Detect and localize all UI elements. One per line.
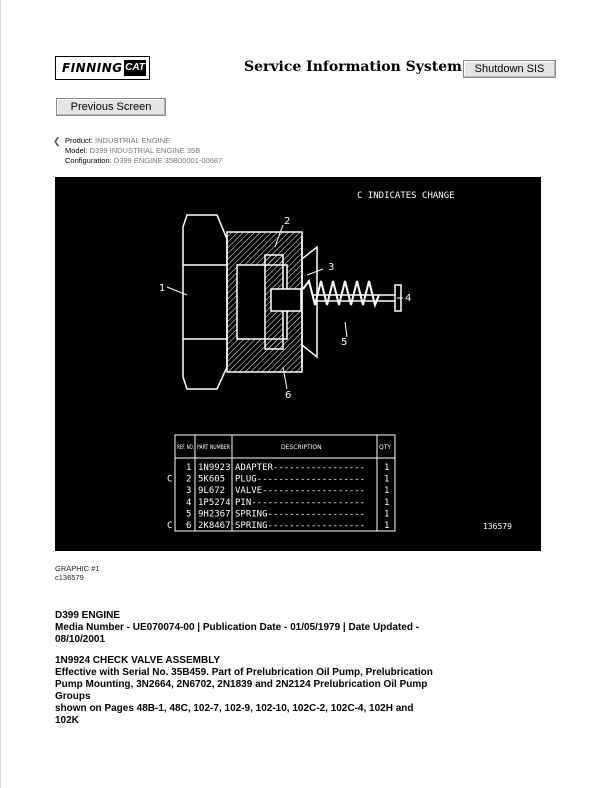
graphic-title: GRAPHIC #1 bbox=[55, 564, 100, 573]
row-ref: 5 bbox=[186, 509, 192, 520]
configuration-label: Configuration: bbox=[65, 156, 112, 165]
row-part-number: 2K8467 bbox=[198, 521, 231, 531]
row-part-number: 1N9923 bbox=[198, 463, 231, 473]
change-note: C INDICATES CHANGE bbox=[357, 191, 455, 201]
assembly-title: 1N9924 CHECK VALVE ASSEMBLY bbox=[55, 655, 221, 666]
model-label: Model: bbox=[65, 146, 88, 155]
row-ref: 1 bbox=[186, 463, 192, 473]
adapter-drawing bbox=[183, 215, 317, 389]
breadcrumb-product bbox=[65, 136, 222, 146]
breadcrumb-configuration bbox=[65, 156, 222, 166]
window-border bbox=[0, 0, 1, 788]
breadcrumb bbox=[53, 136, 223, 166]
row-qty: 1 bbox=[384, 474, 390, 485]
header-qty: QTY bbox=[379, 444, 392, 451]
configuration-value[interactable]: D399 ENGINE 35B00001-00687 bbox=[113, 156, 223, 165]
engine-title: D399 ENGINE bbox=[55, 610, 121, 621]
shutdown-button[interactable]: Shutdown SIS bbox=[463, 60, 556, 78]
row-ref: 6 bbox=[186, 521, 192, 531]
app-title: Service Information System bbox=[244, 59, 462, 75]
row-change-mark: C bbox=[167, 521, 173, 531]
media-info: Media Number - UE070074-00 | Publication Date - 01/05/1979 | Date Updated - 08/10/2001 bbox=[55, 622, 420, 645]
callout-5: 5 bbox=[341, 337, 348, 348]
graphic-id: c136579 bbox=[55, 573, 84, 582]
back-arrow-icon[interactable]: ❮ bbox=[53, 136, 61, 146]
parts-table-rows bbox=[167, 463, 389, 531]
parts-table-headers bbox=[177, 444, 391, 451]
callout-4: 4 bbox=[405, 293, 412, 304]
row-qty: 1 bbox=[384, 463, 390, 473]
row-qty: 1 bbox=[384, 509, 390, 520]
model-value[interactable]: D399 INDUSTRIAL ENGINE 35B bbox=[89, 146, 201, 155]
effective-line-2: Pump Mounting, 3N2664, 2N6702, 2N1839 and 2N2124 Prelubrication Oil Pump Groups bbox=[55, 679, 428, 702]
row-description: SPRING------------------ bbox=[235, 509, 366, 520]
previous-screen-button[interactable]: Previous Screen bbox=[56, 98, 166, 116]
row-description: PIN--------------------- bbox=[235, 497, 366, 508]
row-description: PLUG-------------------- bbox=[235, 474, 366, 485]
document-header bbox=[55, 610, 435, 646]
parts-illustration bbox=[55, 177, 541, 551]
callout-3: 3 bbox=[328, 262, 335, 273]
illustration-number: 136579 bbox=[483, 522, 512, 531]
graphic-caption bbox=[55, 564, 100, 582]
illustration-svg bbox=[55, 177, 541, 551]
callout-6: 6 bbox=[285, 390, 292, 401]
row-part-number: 9H2367 bbox=[198, 509, 231, 520]
product-label: Product: bbox=[65, 136, 93, 145]
logo-text: FINNING bbox=[62, 61, 123, 75]
document-body bbox=[55, 655, 435, 727]
row-qty: 1 bbox=[384, 521, 390, 531]
row-ref: 3 bbox=[186, 486, 192, 497]
row-ref: 2 bbox=[186, 474, 192, 485]
row-part-number: 1P5274 bbox=[198, 497, 231, 508]
effective-line-3: shown on Pages 48B-1, 48C, 102-7, 102-9, 102-10, 102C-2, 102C-4, 102H and 102K bbox=[55, 703, 414, 726]
row-ref: 4 bbox=[186, 497, 192, 508]
row-change-mark: C bbox=[167, 474, 173, 485]
callout-2: 2 bbox=[284, 216, 291, 227]
row-description: VALVE------------------- bbox=[235, 486, 366, 497]
row-qty: 1 bbox=[384, 497, 390, 508]
row-part-number: 5K605 bbox=[198, 474, 226, 485]
breadcrumb-model bbox=[65, 146, 222, 156]
callout-1: 1 bbox=[159, 283, 166, 294]
header-ref: REF. NO. bbox=[177, 444, 195, 451]
row-description: SPRING------------------ bbox=[235, 521, 366, 531]
row-description: ADAPTER----------------- bbox=[235, 463, 366, 473]
effective-line-1: Effective with Serial No. 35B459. Part of Prelubrication Oil Pump, Prelubrication bbox=[55, 667, 433, 678]
row-part-number: 9L672 bbox=[198, 486, 226, 497]
finning-cat-logo bbox=[55, 56, 150, 80]
header-description: DESCRIPTION bbox=[281, 444, 322, 451]
row-qty: 1 bbox=[384, 486, 390, 497]
header-part: PART NUMBER bbox=[197, 444, 230, 451]
cat-badge: CAT bbox=[124, 60, 146, 76]
product-value[interactable]: INDUSTRIAL ENGINE bbox=[95, 136, 171, 145]
